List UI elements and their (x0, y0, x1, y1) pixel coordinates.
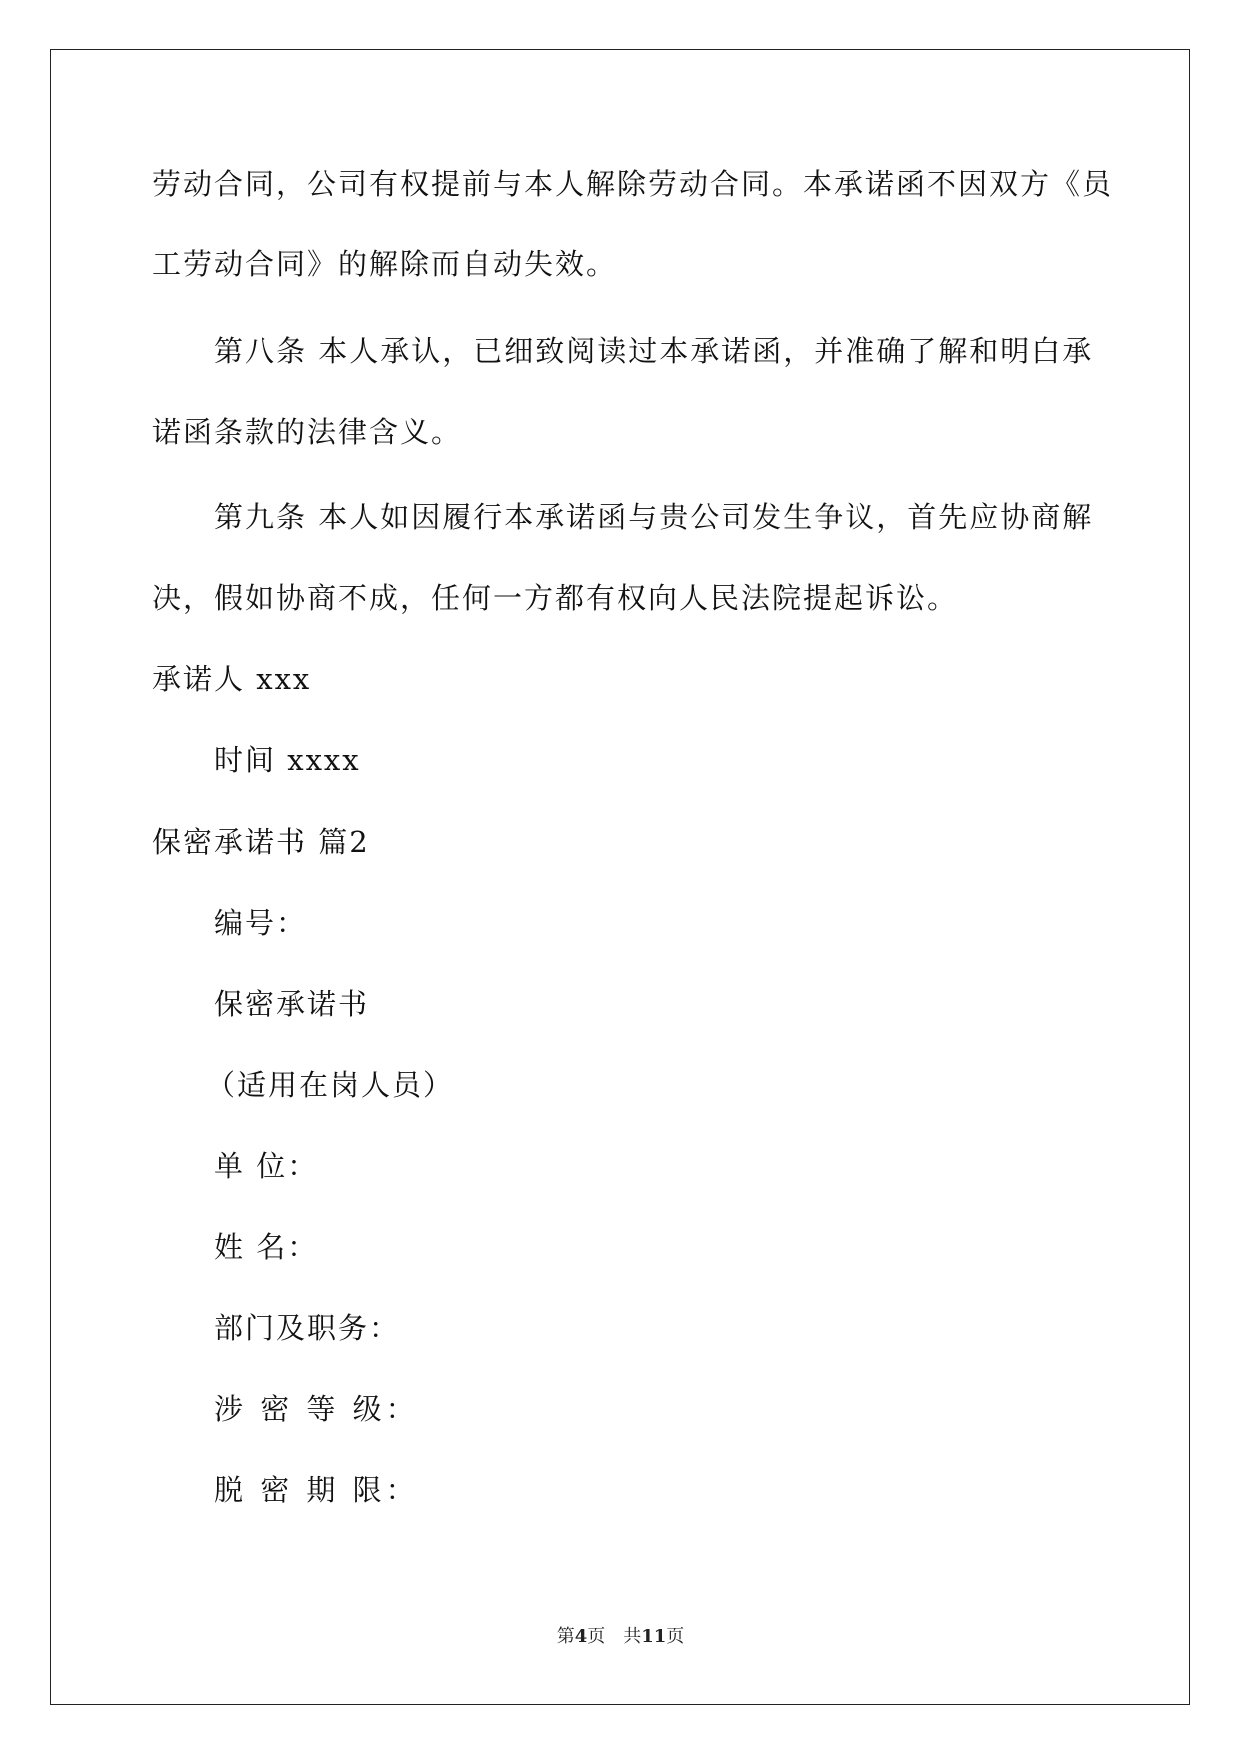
promisor-line: 承诺人 xxx (152, 662, 312, 696)
department-field-label: 部门及职务： (214, 1311, 401, 1345)
date-line: 时间 xxxx (214, 743, 361, 777)
declassification-field-label: 脱 密 期 限： (214, 1473, 419, 1507)
unit-field-label: 单 位： (214, 1149, 319, 1183)
classification-field-label: 涉 密 等 级： (214, 1392, 419, 1426)
footer-total-pages: 11 (641, 1626, 667, 1647)
document-subtitle: （适用在岗人员） (206, 1068, 455, 1102)
number-field-label: 编号： (214, 906, 308, 940)
footer-prefix: 第 (556, 1626, 575, 1647)
footer-page-suffix: 页 (587, 1626, 606, 1647)
footer-total-suffix: 页 (666, 1626, 685, 1647)
article-8-line-1: 第八条 本人承认，已细致阅读过本承诺函，并准确了解和明白承 (214, 334, 1094, 368)
article-9-line-1: 第九条 本人如因履行本承诺函与贵公司发生争议，首先应协商解 (214, 500, 1094, 534)
document-title: 保密承诺书 (214, 987, 370, 1021)
page-footer (0, 1622, 1241, 1648)
footer-total-prefix: 共 (623, 1626, 642, 1647)
body-line-2: 工劳动合同》的解除而自动失效。 (152, 247, 618, 281)
page-border (50, 49, 1190, 1705)
article-8-line-2: 诺函条款的法律含义。 (152, 415, 463, 449)
body-line-1: 劳动合同，公司有权提前与本人解除劳动合同。本承诺函不因双方《员 (152, 167, 1114, 201)
section-heading: 保密承诺书 篇2 (152, 825, 370, 859)
name-field-label: 姓 名： (214, 1230, 319, 1264)
footer-page-number: 4 (574, 1626, 588, 1647)
article-9-line-2: 决，假如协商不成，任何一方都有权向人民法院提起诉讼。 (152, 581, 959, 615)
